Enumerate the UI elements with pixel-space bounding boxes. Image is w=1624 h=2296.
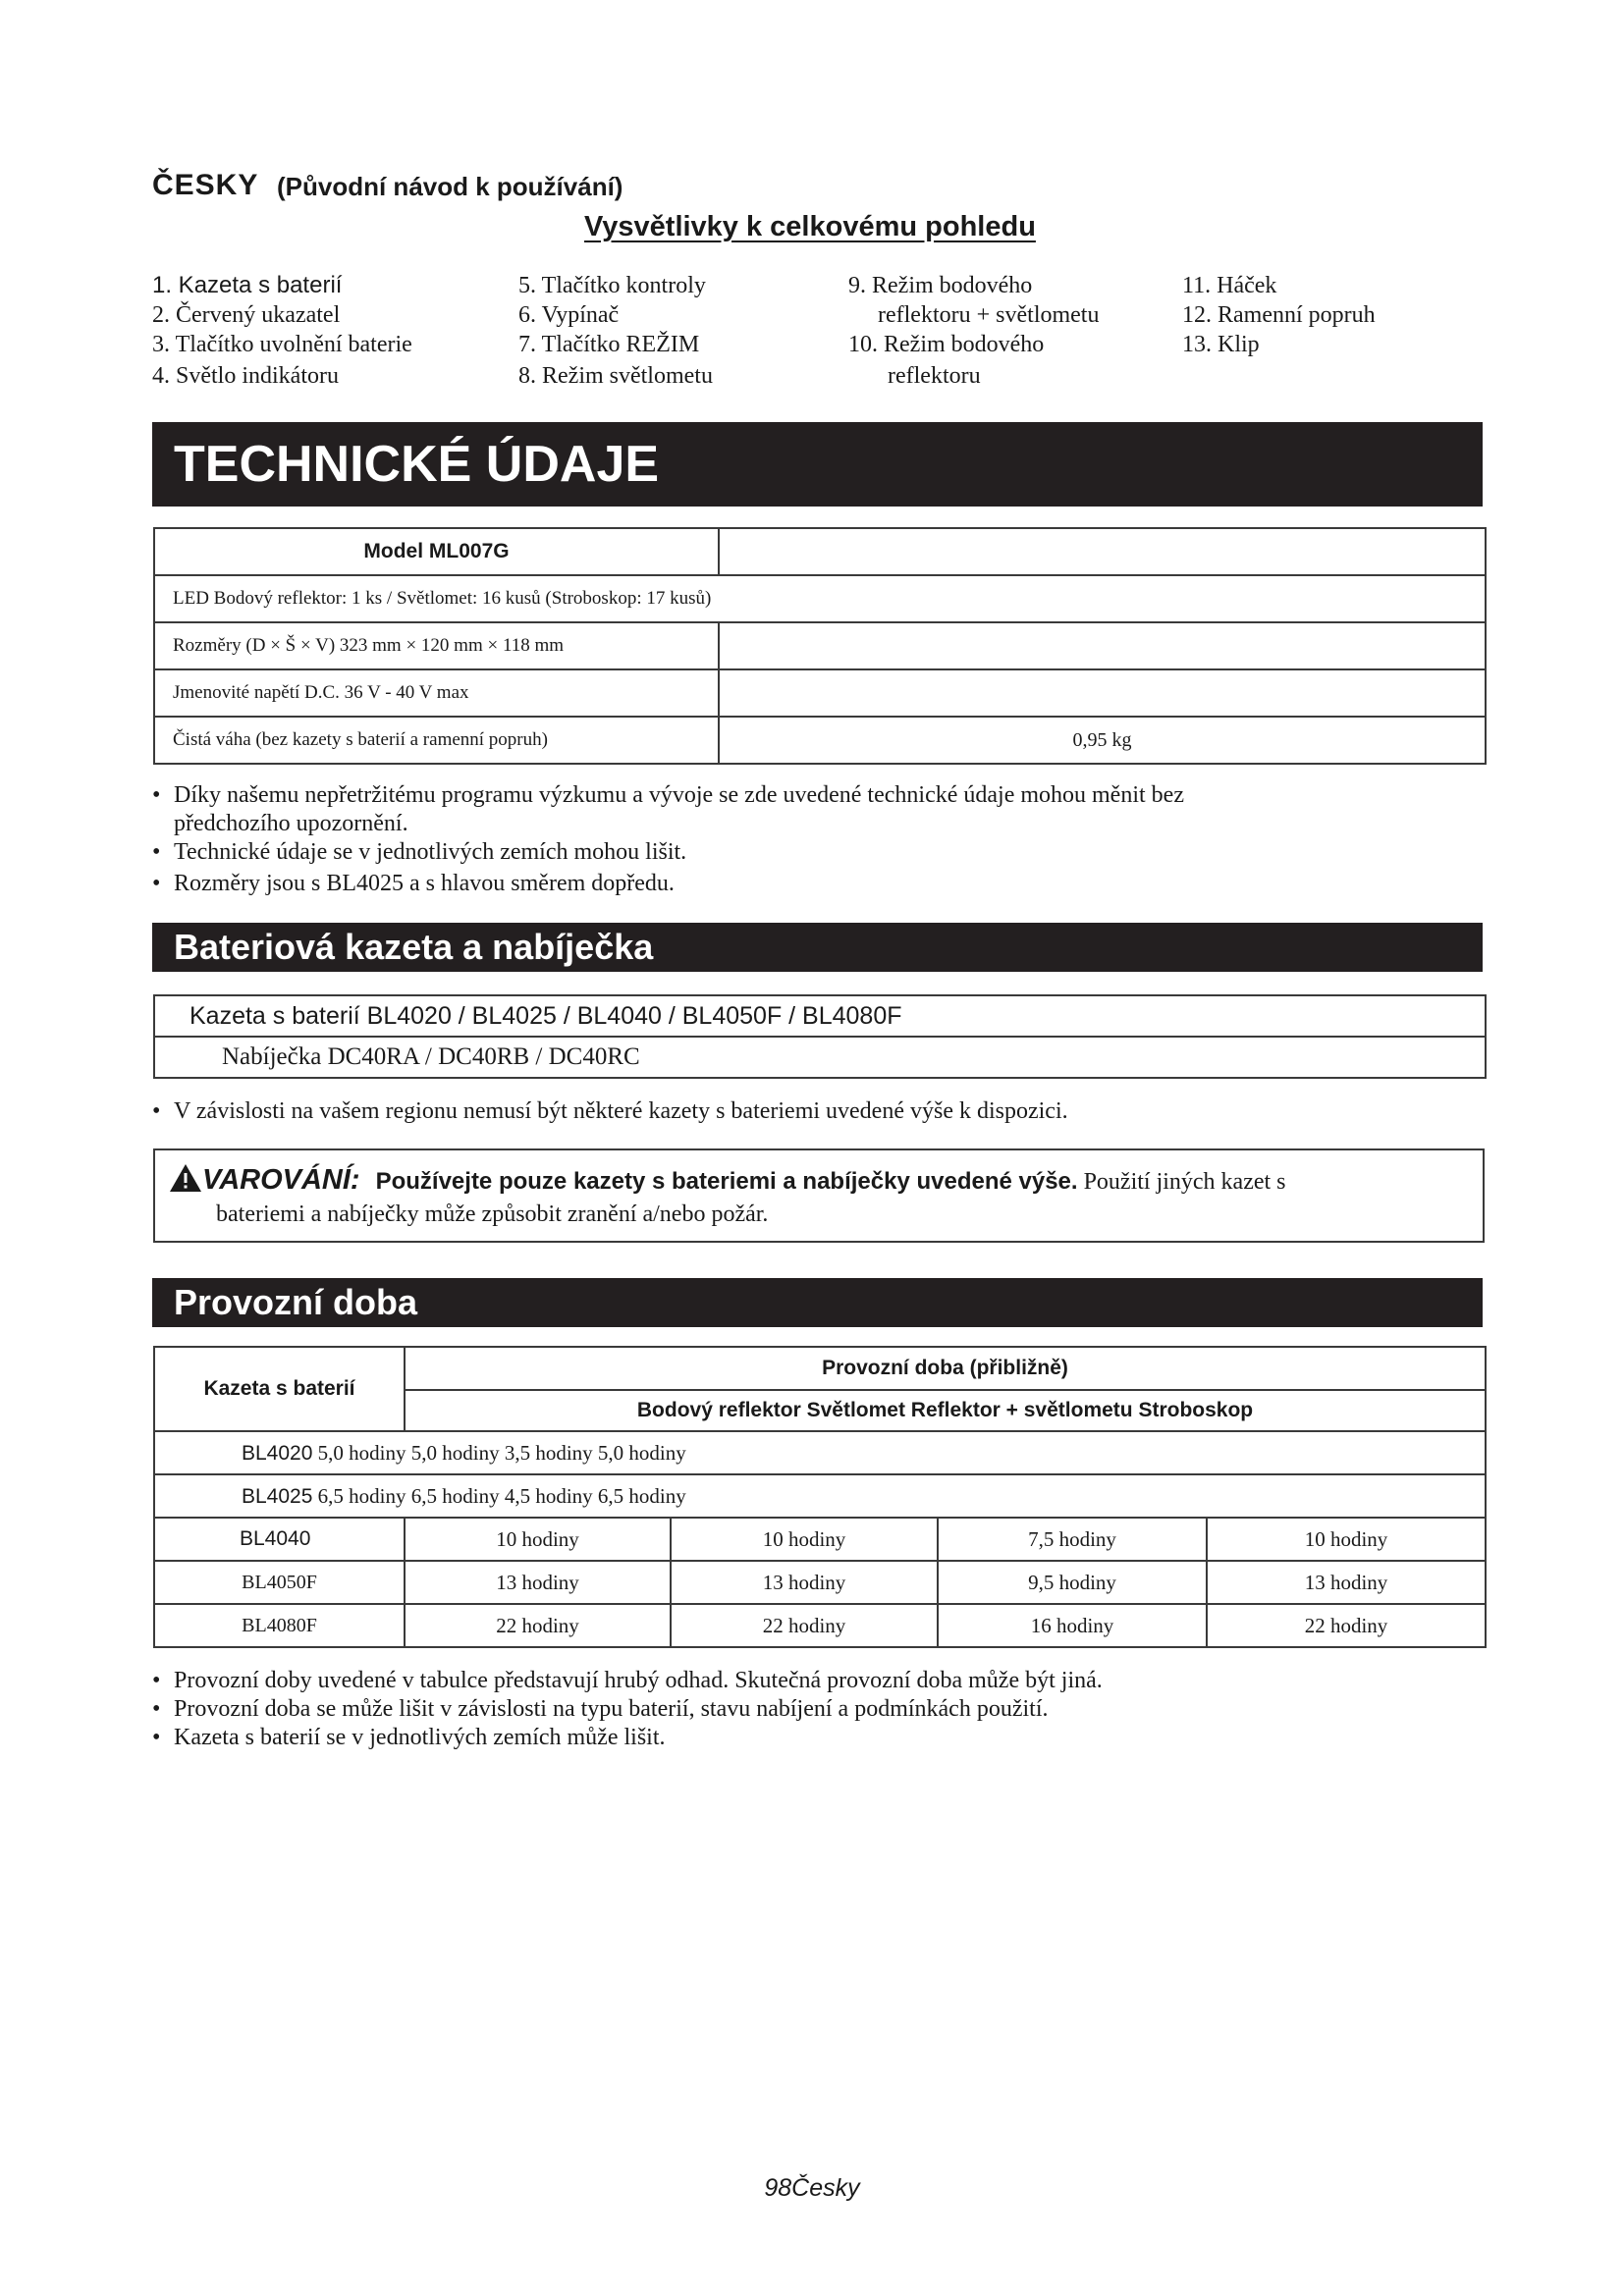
battery-notes: • V závislosti na vašem regionu nemusí být některé kazety s bateriemi uvedené výše k dispozici.: [152, 1098, 1068, 1124]
specs-note: předchozího upozornění.: [174, 811, 408, 836]
legend-item: 7. Tlačítko REŽIM: [518, 332, 700, 357]
specs-note: Rozměry jsou s BL4025 a s hlavou směrem dopředu.: [174, 871, 675, 896]
legend-column-4: [1182, 271, 1376, 359]
specs-note: Technické údaje se v jednotlivých zemích mohou lišit.: [174, 839, 687, 865]
table-cell: [719, 622, 1486, 669]
page-number: 98: [764, 2174, 792, 2202]
table-cell: 10 hodiny: [405, 1518, 671, 1561]
table-cell: 13 hodiny: [1207, 1561, 1486, 1604]
table-cell: 13 hodiny: [671, 1561, 938, 1604]
runtime-header-battery: Kazeta s baterií: [154, 1347, 405, 1431]
runtime-section-heading: Provozní doba: [152, 1278, 1483, 1327]
warning-text-line-2: bateriemi a nabíječky může způsobit zranění a/nebo požár.: [216, 1201, 769, 1227]
legend-item: 4. Světlo indikátoru: [152, 363, 339, 389]
table-cell: 13 hodiny: [405, 1561, 671, 1604]
runtime-values: 6,5 hodiny 6,5 hodiny 4,5 hodiny 6,5 hodiny: [317, 1483, 686, 1508]
legend-item: 2. Červený ukazatel: [152, 302, 341, 328]
specs-dimensions-row: Rozměry (D × Š × V) 323 mm × 120 mm × 118 mm: [154, 622, 719, 669]
legend-item: reflektoru + světlometu: [878, 302, 1100, 328]
page-language: Česky: [791, 2174, 860, 2202]
legend-item: 3. Tlačítko uvolnění baterie: [152, 332, 412, 357]
table-row: [154, 1347, 1486, 1390]
table-cell: [719, 528, 1486, 575]
battery-row: [154, 1037, 1486, 1078]
table-cell: 7,5 hodiny: [938, 1518, 1207, 1561]
legend-column-2: [518, 271, 713, 391]
legend-item: 1. Kazeta s baterií: [152, 272, 343, 298]
runtime-notes: • Provozní doby uvedené v tabulce představují hrubý odhad. Skutečná provozní doba může být jiná. • Provozní doba se může lišit v závislosti na typu baterií, stavu nabíjení a podmínkách použití. • Kazeta s baterií se v jednotlivých zemích může lišit.: [152, 1668, 1103, 1750]
runtime-row-merged: [154, 1474, 1486, 1518]
table-row: [154, 717, 1486, 764]
runtime-row-merged: [154, 1431, 1486, 1474]
specs-section-heading: TECHNICKÉ ÚDAJE: [152, 422, 1483, 507]
table-row: [154, 528, 1486, 575]
table-row: [154, 1474, 1486, 1518]
legend-item: 12. Ramenní popruh: [1182, 302, 1376, 328]
battery-table: [153, 994, 1487, 1079]
table-row: [154, 1518, 1486, 1561]
runtime-header-runtime: Provozní doba (přibližně): [405, 1347, 1486, 1390]
specs-model-header: Model ML007G: [154, 528, 719, 575]
table-row: [154, 1037, 1486, 1078]
runtime-model: BL4040: [154, 1518, 405, 1561]
table-cell: 22 hodiny: [405, 1604, 671, 1647]
specs-weight-label: Čistá váha (bez kazety s baterií a ramenní popruh): [154, 717, 719, 764]
legend-item: 6. Vypínač: [518, 302, 620, 328]
table-cell: [719, 669, 1486, 717]
warning-label: VAROVÁNÍ:: [202, 1164, 360, 1196]
warning-bold-text: Používejte pouze kazety s bateriemi a nabíječky uvedené výše.: [375, 1168, 1078, 1195]
runtime-note: Kazeta s baterií se v jednotlivých zemích může lišit.: [174, 1725, 666, 1750]
language-heading: ČESKY: [152, 169, 259, 201]
warning-box: [153, 1148, 1485, 1243]
table-cell: 10 hodiny: [671, 1518, 938, 1561]
table-row: [154, 995, 1486, 1037]
runtime-note: Provozní doba se může lišit v závislosti na typu baterií, stavu nabíjení a podmínkách použití.: [174, 1696, 1049, 1722]
battery-note: V závislosti na vašem regionu nemusí být některé kazety s bateriemi uvedené výše k dispozici.: [174, 1098, 1068, 1124]
runtime-header-modes: Bodový reflektor Světlomet Reflektor + světlometu Stroboskop: [405, 1390, 1486, 1431]
specs-notes: • Díky našemu nepřetržitému programu výzkumu a vývoje se zde uvedené technické údaje mohou měnit bez předchozího upozornění. • Technické údaje se v jednotlivých zemích mohou lišit. • Rozměry jsou s BL4025 a s hlavou směrem dopředu.: [152, 782, 1184, 896]
table-row: [154, 1561, 1486, 1604]
specs-note: Díky našemu nepřetržitému programu výzkumu a vývoje se zde uvedené technické údaje mohou měnit bez: [174, 782, 1184, 808]
legend-item: 10. Režim bodového: [848, 332, 1045, 357]
table-row: [154, 669, 1486, 717]
legend-column-3: [848, 271, 1099, 391]
specs-weight-value: 0,95 kg: [719, 717, 1486, 764]
specs-voltage-row: Jmenovité napětí D.C. 36 V - 40 V max: [154, 669, 719, 717]
legend-item: 8. Režim světlometu: [518, 363, 713, 389]
warning-triangle-icon: [169, 1163, 202, 1193]
table-cell: 22 hodiny: [671, 1604, 938, 1647]
battery-charger-row: Nabíječka DC40RA / DC40RB / DC40RC: [222, 1043, 640, 1070]
specs-led-row: LED Bodový reflektor: 1 ks / Světlomet: 16 kusů (Stroboskop: 17 kusů): [154, 575, 1486, 622]
specs-table: [153, 527, 1487, 765]
battery-section-heading: Bateriová kazeta a nabíječka: [152, 923, 1483, 972]
table-row: [154, 575, 1486, 622]
overview-title: Vysvětlivky k celkovému pohledu: [584, 211, 1036, 242]
runtime-note: Provozní doby uvedené v tabulce představují hrubý odhad. Skutečná provozní doba může být jiná.: [174, 1668, 1103, 1693]
runtime-values: 5,0 hodiny 5,0 hodiny 3,5 hodiny 5,0 hodiny: [317, 1440, 686, 1465]
runtime-table: [153, 1346, 1487, 1648]
page-footer: [0, 2174, 1624, 2203]
runtime-model: BL4025: [242, 1484, 313, 1508]
runtime-model: BL4050F: [154, 1561, 405, 1604]
runtime-model: BL4020: [242, 1441, 313, 1465]
language-subtitle: (Původní návod k používání): [277, 172, 623, 201]
legend-column-1: [152, 271, 412, 391]
table-cell: 9,5 hodiny: [938, 1561, 1207, 1604]
legend-item: 13. Klip: [1182, 332, 1260, 357]
table-row: [154, 622, 1486, 669]
legend-item: 5. Tlačítko kontroly: [518, 273, 706, 298]
legend-item: 9. Režim bodového: [848, 273, 1033, 298]
table-row: [154, 1604, 1486, 1647]
table-cell: 22 hodiny: [1207, 1604, 1486, 1647]
table-cell: 10 hodiny: [1207, 1518, 1486, 1561]
legend-item: reflektoru: [888, 363, 981, 389]
battery-cartridge-row: Kazeta s baterií BL4020 / BL4025 / BL4040 / BL4050F / BL4080F: [189, 1001, 902, 1030]
runtime-model: BL4080F: [154, 1604, 405, 1647]
table-row: [154, 1431, 1486, 1474]
legend-item: 11. Háček: [1182, 273, 1277, 298]
battery-row: [154, 995, 1486, 1037]
warning-text: Použití jiných kazet s: [1083, 1169, 1286, 1195]
warning-line-1: [169, 1163, 1286, 1197]
table-cell: 16 hodiny: [938, 1604, 1207, 1647]
